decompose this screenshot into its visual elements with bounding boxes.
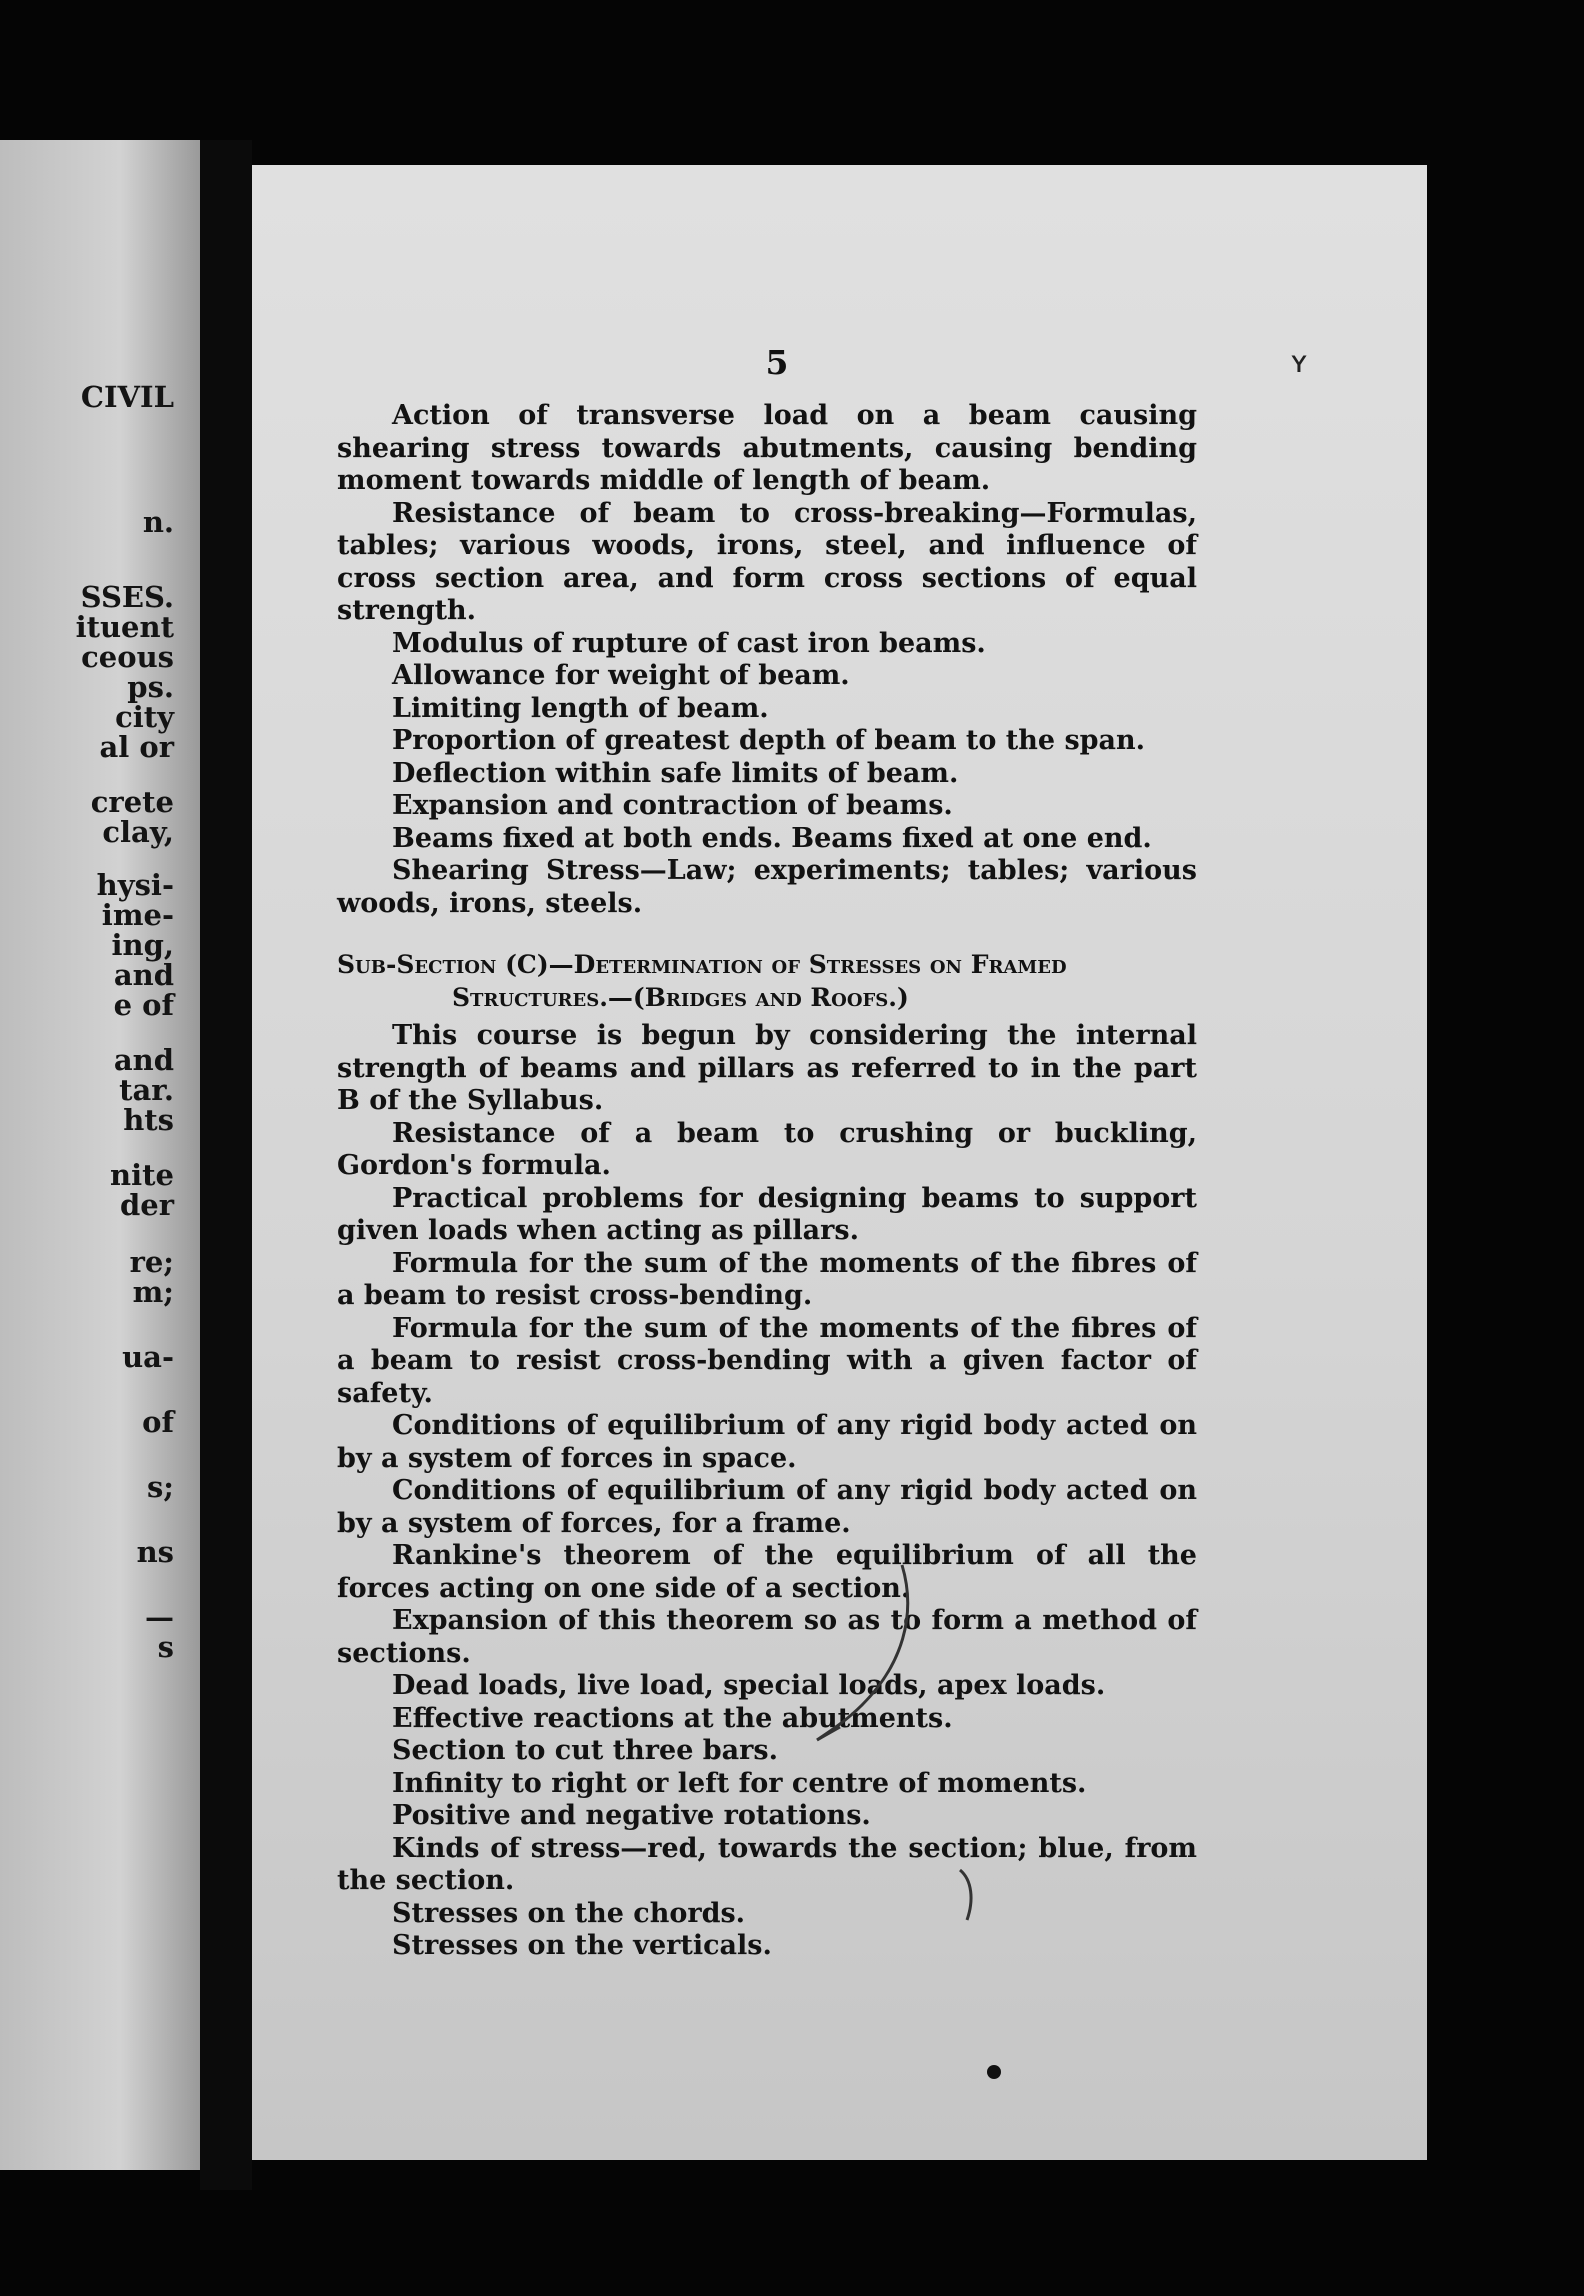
syllabus-item: Positive and negative rotations. xyxy=(392,1800,871,1831)
syllabus-item: Expansion and contraction of beams. xyxy=(392,790,953,821)
left-page-line: ua- xyxy=(122,1340,174,1374)
right-page xyxy=(252,165,1427,2160)
syllabus-item: Allowance for weight of beam. xyxy=(392,660,850,691)
pencil-annotation-icon xyxy=(792,1555,922,1755)
pencil-tick-icon xyxy=(952,1865,982,1925)
left-page-line: hts xyxy=(123,1103,174,1137)
left-page-line: and xyxy=(113,1043,174,1077)
syllabus-item: Section to cut three bars. xyxy=(392,1735,778,1766)
syllabus-item: Limiting length of beam. xyxy=(392,692,769,724)
left-page-line: crete xyxy=(90,785,174,819)
paragraph: Kinds of stress—red, towards the section; blue, from the section. xyxy=(337,1832,1197,1896)
page-body xyxy=(337,400,1197,1963)
left-page-line: and xyxy=(113,958,174,992)
syllabus-item: Beams fixed at both ends. Beams fixed at one end. xyxy=(392,822,1152,854)
left-page-line: clay, xyxy=(102,815,174,849)
left-page-line: e of xyxy=(113,988,174,1022)
paragraph: Rankine's theorem of the equilibrium of all the forces acting on one side of a section. xyxy=(337,1540,1197,1604)
left-page-line: nite xyxy=(110,1158,174,1192)
paragraph: Resistance of a beam to crushing or buckling, Gordon's formula. xyxy=(337,1117,1197,1181)
left-page-line: ceous xyxy=(81,640,174,674)
left-page-line: ps. xyxy=(127,670,174,704)
left-page-line: ns xyxy=(136,1535,174,1569)
left-page-fragment xyxy=(0,140,200,2170)
syllabus-item: Infinity to right or left for centre of moments. xyxy=(392,1767,1087,1799)
ink-blot-icon xyxy=(987,2065,1001,2079)
paragraph: Shearing Stress—Law; experiments; tables; various woods, irons, steels. xyxy=(337,855,1197,919)
left-page-line: — xyxy=(145,1600,174,1634)
left-page-line: city xyxy=(115,700,174,734)
section-heading-line: Structures.—(Bridges and Roofs.) xyxy=(452,983,909,1012)
paragraph: Formula for the sum of the moments of the fibres of a beam to resist cross-bending. xyxy=(337,1247,1197,1311)
left-page-line: hysi- xyxy=(96,868,174,902)
left-page-line: SSES. xyxy=(80,580,174,614)
left-page-line: tar. xyxy=(119,1073,174,1107)
syllabus-item: Stresses on the chords. xyxy=(392,1897,746,1929)
left-page-line: n. xyxy=(142,505,174,539)
paragraph: Formula for the sum of the moments of the fibres of a beam to resist cross-bending with a given factor of safety. xyxy=(337,1312,1197,1409)
paragraph: Expansion of this theorem so as to form a method of sections. xyxy=(337,1605,1197,1669)
paragraph: Action of transverse load on a beam causing shearing stress towards abutments, causing bending moment towards middle of length of beam. xyxy=(337,400,1197,496)
paragraph: Conditions of equilibrium of any rigid body acted on by a system of forces, for a frame. xyxy=(337,1475,1197,1539)
left-page-line: al or xyxy=(99,730,174,764)
left-page-line: CIVIL xyxy=(80,380,174,414)
left-page-line: s xyxy=(157,1630,174,1664)
left-page-line: m; xyxy=(132,1275,174,1309)
left-page-line: re; xyxy=(129,1245,174,1279)
syllabus-item: Proportion of greatest depth of beam to the span. xyxy=(392,725,1146,756)
section-heading xyxy=(337,948,1197,1014)
book-gutter xyxy=(200,140,252,2190)
paragraph: Practical problems for designing beams to support given loads when acting as pillars. xyxy=(337,1182,1197,1246)
page-number: 5 xyxy=(765,343,789,382)
syllabus-item: Effective reactions at the abutments. xyxy=(392,1702,953,1734)
left-page-line: ituent xyxy=(75,610,174,644)
section-heading-line: Sub-Section (C)—Determination of Stresses on Framed xyxy=(337,950,1067,979)
syllabus-item: Deflection within safe limits of beam. xyxy=(392,757,959,789)
syllabus-item: Modulus of rupture of cast iron beams. xyxy=(392,627,986,659)
margin-mark-icon: ʏ xyxy=(1290,345,1309,380)
syllabus-item: Stresses on the verticals. xyxy=(392,1930,772,1961)
paragraph: This course is begun by considering the internal strength of beams and pillars as referred to in the part B of the Syllabus. xyxy=(337,1020,1197,1116)
left-page-line: ing, xyxy=(111,928,174,962)
left-page-line: der xyxy=(119,1188,174,1222)
syllabus-item: Dead loads, live load, special loads, apex loads. xyxy=(392,1670,1106,1701)
left-page-line: of xyxy=(142,1405,174,1439)
left-page-line: s; xyxy=(146,1470,174,1504)
paragraph: Conditions of equilibrium of any rigid body acted on by a system of forces in space. xyxy=(337,1410,1197,1474)
left-page-line: ime- xyxy=(101,898,174,932)
paragraph: Resistance of beam to cross-breaking—Formulas, tables; various woods, irons, steel, and influence of cross section area, and form cross sections of equal strength. xyxy=(337,497,1197,626)
